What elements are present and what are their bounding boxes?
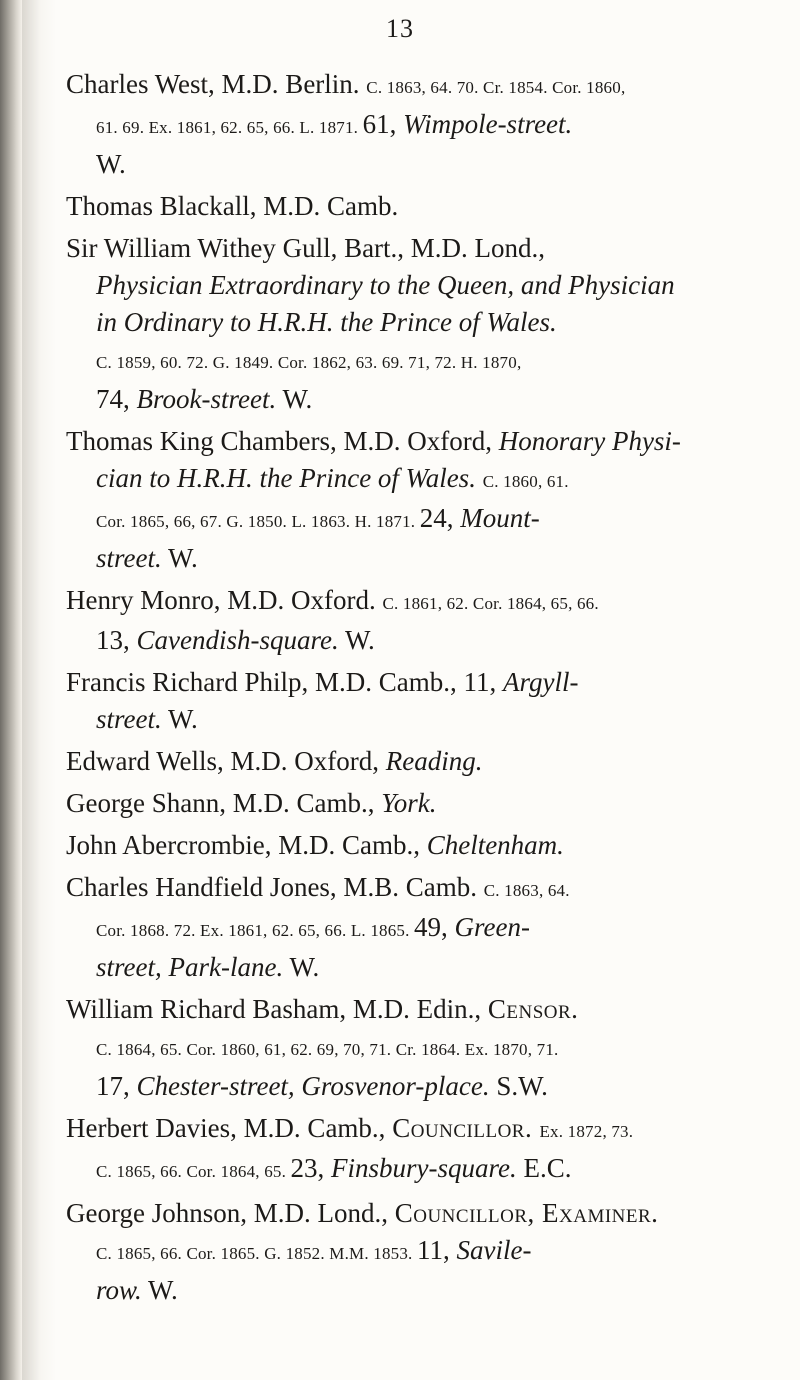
entry-detail-line bbox=[66, 106, 766, 146]
entry-detail-line bbox=[66, 304, 766, 341]
entry-name-line bbox=[66, 66, 766, 106]
entry-text: William Richard Basham, M.D. Edin., bbox=[66, 994, 488, 1024]
italic-text: cian to H.R.H. the Prince of Wales. bbox=[96, 463, 483, 493]
entry-name-line bbox=[66, 743, 766, 780]
entry-detail-line bbox=[66, 146, 766, 183]
dates-text: C. 1861, 62. Cor. 1864, 65, 66. bbox=[382, 594, 599, 613]
office-title: Censor. bbox=[487, 994, 579, 1024]
entry-text: Sir William Withey Gull, Bart., M.D. Lond., bbox=[66, 233, 546, 263]
entry-name-line bbox=[66, 991, 766, 1028]
fellow-entry bbox=[66, 1110, 766, 1190]
dates-text: C. 1865, 66. Cor. 1864, 65. bbox=[96, 1162, 291, 1181]
fellow-entry bbox=[66, 664, 766, 738]
fellow-entry bbox=[66, 869, 766, 986]
entry-text: Edward Wells, M.D. Oxford, bbox=[66, 746, 386, 776]
fellow-entry bbox=[66, 582, 766, 659]
entry-name-line bbox=[66, 582, 766, 622]
entry-text: George Shann, M.D. Camb., bbox=[66, 788, 382, 818]
entry-text: S.W. bbox=[489, 1071, 548, 1101]
entry-text: Herbert Davies, M.D. Camb., bbox=[66, 1113, 393, 1143]
entry-detail-line bbox=[66, 381, 766, 418]
entry-text: Charles Handfield Jones, M.B. Camb. bbox=[66, 872, 484, 902]
entry-name-line bbox=[66, 664, 766, 701]
italic-text: York. bbox=[381, 788, 437, 818]
entry-detail-line bbox=[66, 341, 766, 381]
italic-text: Argyll- bbox=[502, 667, 579, 697]
entry-text: George Johnson, M.D. Lond., bbox=[66, 1198, 395, 1228]
entry-detail-line bbox=[66, 500, 766, 540]
gutter-shading bbox=[22, 0, 56, 1380]
italic-text: street, Park-lane. bbox=[96, 952, 284, 982]
entry-text: 23, bbox=[290, 1153, 332, 1183]
entry-name-line bbox=[66, 188, 766, 225]
italic-text: Physician Extraordinary to the Queen, and Physician bbox=[96, 270, 675, 300]
book-spine-shadow bbox=[0, 0, 22, 1380]
fellow-entry bbox=[66, 1195, 766, 1309]
fellow-entry bbox=[66, 785, 766, 822]
entry-text: Francis Richard Philp, M.D. Camb., 11, bbox=[66, 667, 503, 697]
fellow-entry bbox=[66, 423, 766, 577]
fellows-list bbox=[66, 66, 766, 1314]
italic-text: Cheltenham. bbox=[426, 830, 564, 860]
entry-text: W. bbox=[141, 1275, 178, 1305]
entry-detail-line bbox=[66, 949, 766, 986]
entry-text: W. bbox=[283, 952, 320, 982]
fellow-entry bbox=[66, 743, 766, 780]
italic-text: Green- bbox=[454, 912, 530, 942]
entry-detail-line bbox=[66, 540, 766, 577]
dates-text: C. 1864, 65. Cor. 1860, 61, 62. 69, 70, 71. Cr. 1864. Ex. 1870, 71. bbox=[96, 1040, 559, 1059]
entry-detail-line bbox=[66, 1272, 766, 1309]
entry-text: W. bbox=[338, 625, 375, 655]
entry-name-line bbox=[66, 1110, 766, 1150]
entry-text: John Abercrombie, M.D. Camb., bbox=[66, 830, 427, 860]
entry-detail-line bbox=[66, 701, 766, 738]
fellow-entry bbox=[66, 188, 766, 225]
dates-text: C. 1863, 64. 70. Cr. 1854. Cor. 1860, bbox=[366, 78, 626, 97]
entry-text: 11, bbox=[416, 1235, 457, 1265]
entry-name-line bbox=[66, 1195, 766, 1232]
italic-text: street. bbox=[96, 543, 162, 573]
entry-text: E.C. bbox=[516, 1153, 572, 1183]
italic-text: Savile- bbox=[456, 1235, 532, 1265]
dates-text: Cor. 1868. 72. Ex. 1861, 62. 65, 66. L. 1865. bbox=[96, 921, 415, 940]
italic-text: row. bbox=[96, 1275, 142, 1305]
entry-text: Thomas King Chambers, M.D. Oxford, bbox=[66, 426, 499, 456]
dates-text: 61. 69. Ex. 1861, 62. 65, 66. L. 1871. bbox=[96, 118, 363, 137]
fellow-entry bbox=[66, 66, 766, 183]
italic-text: Reading. bbox=[385, 746, 483, 776]
entry-detail-line bbox=[66, 1150, 766, 1190]
italic-text: Chester-street, Grosvenor-place. bbox=[136, 1071, 490, 1101]
italic-text: Wimpole-street. bbox=[403, 109, 573, 139]
fellow-entry bbox=[66, 827, 766, 864]
page-number: 13 bbox=[386, 14, 414, 43]
entry-text: W. bbox=[276, 384, 313, 414]
italic-text: in Ordinary to H.R.H. the Prince of Wales. bbox=[96, 307, 557, 337]
entry-detail-line bbox=[66, 460, 766, 500]
entry-detail-line bbox=[66, 267, 766, 304]
entry-text: Charles West, M.D. Berlin. bbox=[66, 69, 367, 99]
office-title: Councillor. bbox=[392, 1113, 540, 1143]
entry-text: 17, bbox=[96, 1071, 137, 1101]
entry-name-line bbox=[66, 785, 766, 822]
italic-text: Honorary Physi- bbox=[498, 426, 681, 456]
entry-name-line bbox=[66, 230, 766, 267]
italic-text: Mount- bbox=[460, 503, 540, 533]
entry-detail-line bbox=[66, 1068, 766, 1105]
entry-text: 24, bbox=[419, 503, 461, 533]
italic-text: Cavendish-square. bbox=[136, 625, 339, 655]
entry-detail-line bbox=[66, 1232, 766, 1272]
entry-text: 49, bbox=[414, 912, 455, 942]
entry-name-line bbox=[66, 869, 766, 909]
fellow-entry bbox=[66, 991, 766, 1105]
office-title: Councillor, Examiner. bbox=[394, 1198, 659, 1228]
entry-text: 13, bbox=[96, 625, 137, 655]
entry-name-line bbox=[66, 827, 766, 864]
italic-text: Brook-street. bbox=[136, 384, 277, 414]
entry-detail-line bbox=[66, 909, 766, 949]
italic-text: street. bbox=[96, 704, 162, 734]
entry-text: W. bbox=[161, 704, 198, 734]
entry-detail-line bbox=[66, 1028, 766, 1068]
entry-text: Henry Monro, M.D. Oxford. bbox=[66, 585, 383, 615]
entry-text: W. bbox=[161, 543, 198, 573]
entry-name-line bbox=[66, 423, 766, 460]
entry-text: W. bbox=[96, 149, 126, 179]
entry-text: Thomas Blackall, M.D. Camb. bbox=[66, 191, 399, 221]
dates-text: C. 1865, 66. Cor. 1865. G. 1852. M.M. 1853. bbox=[96, 1244, 417, 1263]
entry-text: 74, bbox=[96, 384, 137, 414]
dates-text: Ex. 1872, 73. bbox=[539, 1122, 634, 1141]
fellow-entry bbox=[66, 230, 766, 418]
italic-text: Finsbury-square. bbox=[331, 1153, 517, 1183]
entry-detail-line bbox=[66, 622, 766, 659]
entry-text: 61, bbox=[362, 109, 404, 139]
dates-text: Cor. 1865, 66, 67. G. 1850. L. 1863. H. 1871. bbox=[96, 512, 420, 531]
dates-text: C. 1859, 60. 72. G. 1849. Cor. 1862, 63. 69. 71, 72. H. 1870, bbox=[96, 353, 522, 372]
dates-text: C. 1863, 64. bbox=[483, 881, 570, 900]
dates-text: C. 1860, 61. bbox=[482, 472, 569, 491]
